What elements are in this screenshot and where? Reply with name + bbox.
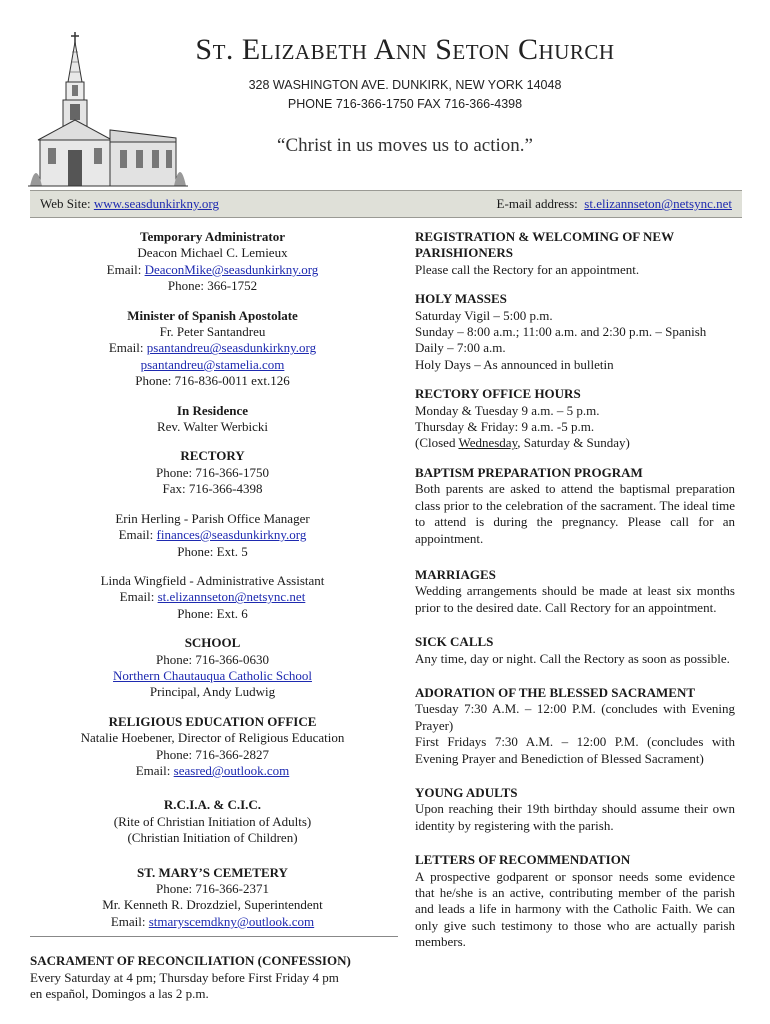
adoration-text-1: Tuesday 7:30 A.M. – 12:00 P.M. (concludes with Evening Prayer) xyxy=(415,701,735,733)
office-manager-line: Erin Herling - Parish Office Manager xyxy=(115,510,310,526)
baptism-section xyxy=(415,465,735,547)
office-manager-block xyxy=(30,511,395,560)
registration-title-2: PARISHIONERS xyxy=(415,245,514,261)
young-adults-title: YOUNG ADULTS xyxy=(415,784,518,800)
office-hours-thu-fri: Thursday & Friday: 9 a.m. -5 p.m. xyxy=(415,419,595,435)
admin-assistant-phone: Phone: Ext. 6 xyxy=(177,605,248,621)
rectory-title: RECTORY xyxy=(180,448,245,464)
title-block xyxy=(100,32,710,157)
admin-email-link[interactable]: DeaconMike@seasdunkirkny.org xyxy=(144,261,319,277)
adoration-section xyxy=(415,685,735,767)
office-hours-closed-prefix: (Closed xyxy=(415,435,459,451)
school-link[interactable]: Northern Chautauqua Catholic School xyxy=(113,667,312,683)
church-name: St. Elizabeth Ann Seton Church xyxy=(195,33,615,66)
residence-title: In Residence xyxy=(176,402,249,418)
adoration-text-2: First Fridays 7:30 A.M. – 12:00 P.M. (concludes with Evening Prayer and Benediction of Blessed Sacrament) xyxy=(415,734,735,766)
rcia-line-2: (Christian Initiation of Children) xyxy=(127,830,298,846)
masses-section xyxy=(415,291,735,373)
admin-email-label: Email: xyxy=(106,261,142,277)
religious-ed-email-label: Email: xyxy=(135,762,171,778)
religious-ed-phone: Phone: 716-366-2827 xyxy=(155,746,270,762)
spanish-phone: Phone: 716-836-0011 ext.126 xyxy=(135,373,290,389)
header xyxy=(0,0,770,190)
reconciliation-block xyxy=(30,953,395,1002)
left-column xyxy=(30,229,395,1002)
rcia-title: R.C.I.A. & C.I.C. xyxy=(163,797,262,813)
office-hours-title: RECTORY OFFICE HOURS xyxy=(415,386,581,402)
website-group xyxy=(40,196,219,212)
letters-section xyxy=(415,852,735,950)
cemetery-block xyxy=(30,865,395,931)
admin-phone: Phone: 366-1752 xyxy=(167,278,258,294)
rcia-block xyxy=(30,797,395,846)
masses-daily: Daily – 7:00 a.m. xyxy=(415,340,506,356)
email-label: E-mail address: xyxy=(496,196,578,211)
office-manager-email-link[interactable]: finances@seasdunkirkny.org xyxy=(156,527,307,543)
admin-assistant-email-link[interactable]: st.elizannseton@netsync.net xyxy=(157,589,306,605)
website-label: Web Site: xyxy=(40,196,91,211)
rectory-block xyxy=(30,448,395,497)
contact-bar xyxy=(30,190,742,218)
religious-ed-email-link[interactable]: seasred@outlook.com xyxy=(173,762,290,778)
cemetery-phone: Phone: 716-366-2371 xyxy=(155,881,270,896)
right-column xyxy=(415,229,735,964)
marriages-text: Wedding arrangements should be made at least six months prior to the desired date. Call Rectory for an appointment. xyxy=(415,583,735,615)
email-group xyxy=(497,196,732,212)
admin-name: Deacon Michael C. Lemieux xyxy=(137,245,288,261)
residence-block xyxy=(30,403,395,436)
school-phone: Phone: 716-366-0630 xyxy=(155,651,270,667)
school-title: SCHOOL xyxy=(184,635,241,651)
office-hours-mon-tue: Monday & Tuesday 9 a.m. – 5 p.m. xyxy=(415,402,600,418)
rcia-line-1: (Rite of Christian Initiation of Adults) xyxy=(113,813,312,829)
reconciliation-line-2: en español, Domingos a las 2 p.m. xyxy=(30,986,209,1002)
spanish-block xyxy=(30,308,395,390)
admin-block xyxy=(30,229,395,295)
masses-title: HOLY MASSES xyxy=(415,291,507,307)
motto: “Christ in us moves us to action.” xyxy=(277,135,533,156)
spanish-title: Minister of Spanish Apostolate xyxy=(127,307,298,323)
registration-title-1: REGISTRATION & WELCOMING OF NEW xyxy=(415,229,675,244)
masses-holy-days: Holy Days – As announced in bulletin xyxy=(415,356,614,372)
admin-assistant-block xyxy=(30,573,395,622)
cemetery-email-label: Email: xyxy=(110,913,146,929)
cemetery-title: ST. MARY’S CEMETERY xyxy=(137,864,288,880)
letters-text: A prospective godparent or sponsor needs some evidence that he/she is an active, contributing member of the parish and leads a life in harmony with the Catholic Faith. We can only give such testimony to those who are actually parish members. xyxy=(415,868,735,950)
admin-assistant-line: Linda Wingfield - Administrative Assistant xyxy=(100,572,325,588)
baptism-title: BAPTISM PREPARATION PROGRAM xyxy=(415,464,643,480)
residence-name: Rev. Walter Werbicki xyxy=(156,419,269,435)
office-hours-closed-day: Wednesday xyxy=(458,435,518,451)
spanish-email-link-1[interactable]: psantandreu@seasdunkirkny.org xyxy=(146,340,317,356)
sick-calls-title: SICK CALLS xyxy=(415,634,494,650)
spanish-email-link-2[interactable]: psantandreu@stamelia.com xyxy=(140,356,285,372)
sick-calls-section xyxy=(415,634,735,667)
office-manager-phone: Phone: Ext. 5 xyxy=(177,543,248,559)
admin-assistant-email-label: Email: xyxy=(119,589,155,605)
letters-title: LETTERS OF RECOMMENDATION xyxy=(415,852,631,868)
rectory-phone: Phone: 716-366-1750 xyxy=(155,464,270,480)
spanish-email-label: Email: xyxy=(108,340,144,356)
office-manager-email-label: Email: xyxy=(118,527,154,543)
email-link[interactable]: st.elizannseton@netsync.net xyxy=(584,196,732,211)
young-adults-section xyxy=(415,785,735,834)
office-hours-closed-suffix: , Saturday & Sunday) xyxy=(517,435,630,451)
cemetery-email-link[interactable]: stmaryscemdkny@outlook.com xyxy=(148,913,315,929)
masses-sunday: Sunday – 8:00 a.m.; 11:00 a.m. and 2:30 p.m. – Spanish xyxy=(415,324,707,340)
spanish-name: Fr. Peter Santandreu xyxy=(159,324,266,340)
marriages-section xyxy=(415,567,735,616)
baptism-text: Both parents are asked to attend the baptismal preparation class prior to the celebration of the sacrament. The ideal time to attend is during the pregnancy. Please call for an appointment. xyxy=(415,481,735,546)
religious-ed-line: Natalie Hoebener, Director of Religious Education xyxy=(80,730,345,746)
registration-section xyxy=(415,229,735,278)
church-phone-fax: PHONE 716-366-1750 FAX 716-366-4398 xyxy=(287,97,523,111)
marriages-title: MARRIAGES xyxy=(415,566,496,582)
registration-text: Please call the Rectory for an appointment. xyxy=(415,261,640,277)
office-hours-section xyxy=(415,386,735,452)
rectory-fax: Fax: 716-366-4398 xyxy=(162,481,263,497)
religious-ed-block xyxy=(30,714,395,780)
school-block xyxy=(30,635,395,701)
religious-ed-title: RELIGIOUS EDUCATION OFFICE xyxy=(108,713,317,729)
reconciliation-line-1: Every Saturday at 4 pm; Thursday before First Friday 4 pm xyxy=(30,969,339,985)
church-address: 328 WASHINGTON AVE. DUNKIRK, NEW YORK 14048 xyxy=(248,78,562,92)
masses-saturday: Saturday Vigil – 5:00 p.m. xyxy=(415,307,553,323)
reconciliation-title: SACRAMENT OF RECONCILIATION (CONFESSION) xyxy=(30,953,351,969)
sick-calls-text: Any time, day or night. Call the Rectory as soon as possible. xyxy=(415,650,730,666)
website-link[interactable]: www.seasdunkirkny.org xyxy=(93,196,220,211)
cemetery-superintendent: Mr. Kenneth R. Drozdziel, Superintendent xyxy=(102,897,323,913)
office-hours-closed xyxy=(415,435,735,451)
admin-title: Temporary Administrator xyxy=(139,229,286,244)
school-principal: Principal, Andy Ludwig xyxy=(149,684,276,700)
adoration-title: ADORATION OF THE BLESSED SACRAMENT xyxy=(415,684,696,700)
divider xyxy=(30,936,398,937)
young-adults-text: Upon reaching their 19th birthday should assume their own identity by registering with the parish. xyxy=(415,801,735,833)
